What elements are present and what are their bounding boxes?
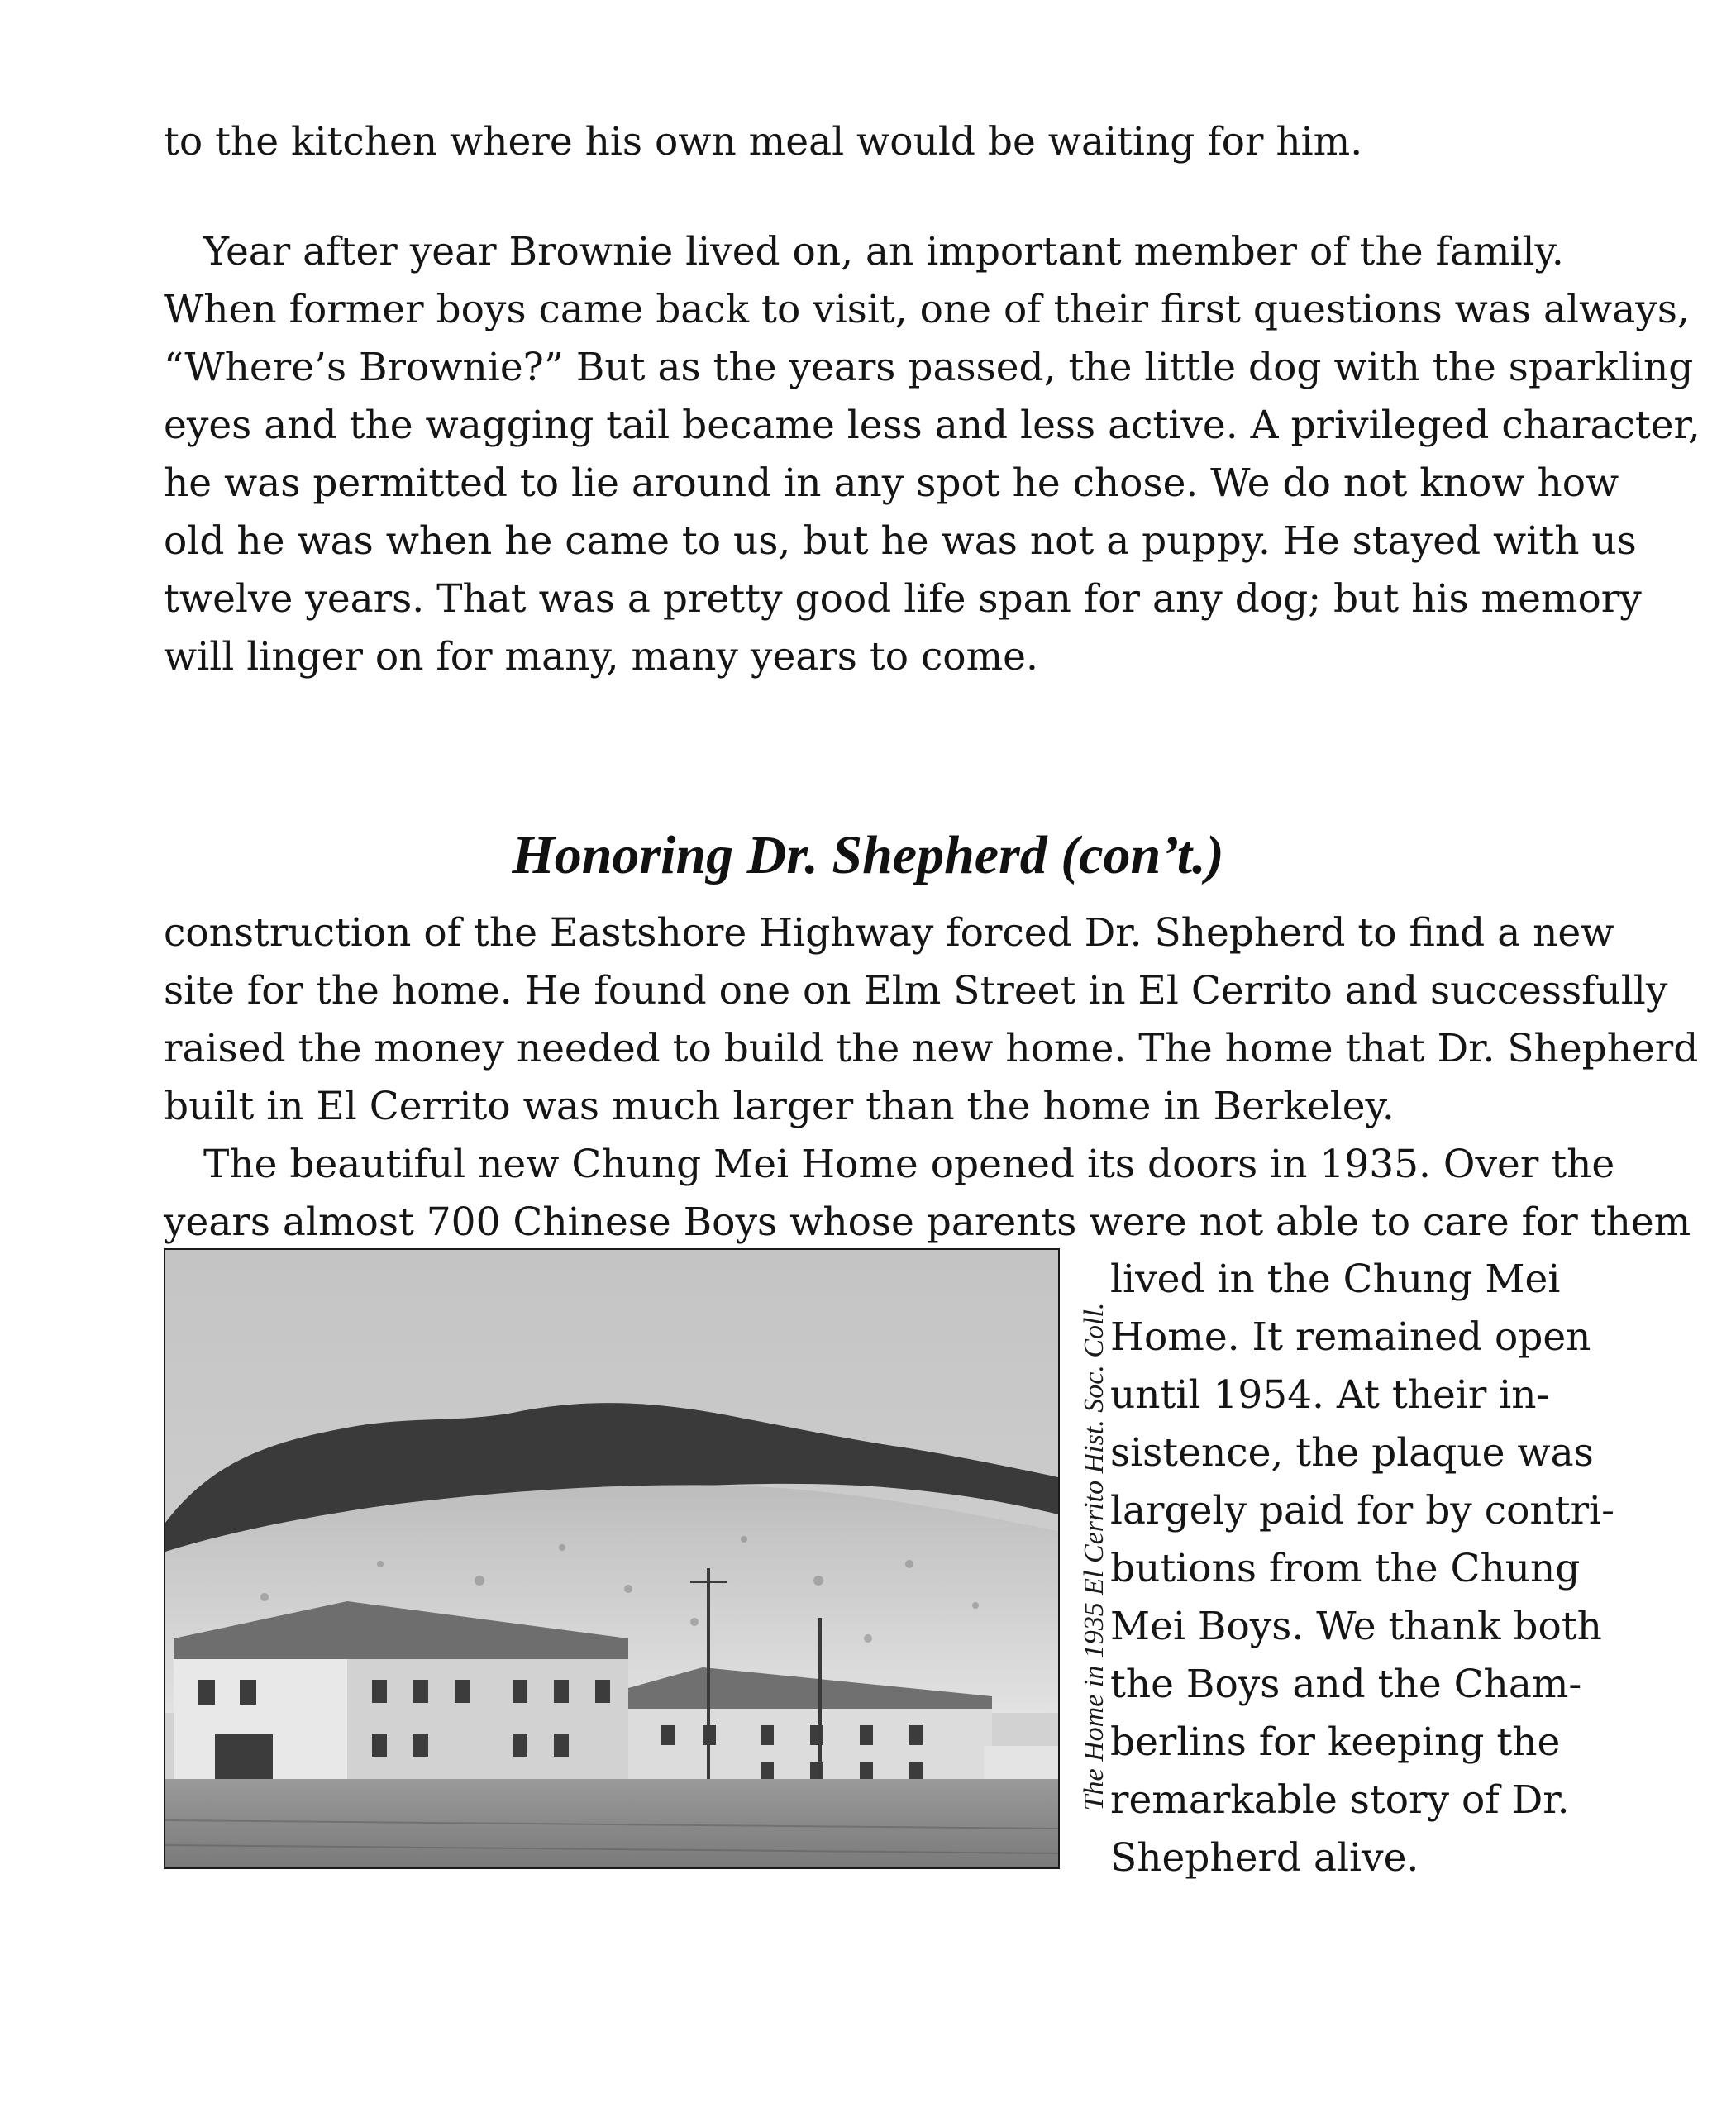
column-line: sistence, the plaque was	[1110, 1430, 1594, 1476]
column-line: lived in the Chung Mei	[1110, 1257, 1561, 1302]
paragraph-line: twelve years. That was a pretty good life span for any dog; but his memory	[164, 576, 1642, 622]
paragraph-line: eyes and the wagging tail became less and less active. A privileged character,	[164, 403, 1700, 448]
photo-caption: The Home in 1935 El Cerrito Hist. Soc. Coll.	[1079, 1302, 1109, 1811]
story-closing-line: to the kitchen where his own meal would be waiting for him.	[164, 119, 1363, 165]
paragraph-line: Year after year Brownie lived on, an important member of the family.	[203, 229, 1564, 274]
historic-photo-chung-mei-home	[164, 1248, 1060, 1869]
article-line: years almost 700 Chinese Boys whose parents were not able to care for them	[164, 1199, 1691, 1245]
column-line: Shepherd alive.	[1110, 1835, 1419, 1881]
article-line: raised the money needed to build the new home. The home that Dr. Shepherd	[164, 1026, 1699, 1071]
section-heading: Honoring Dr. Shepherd (con’t.)	[512, 825, 1224, 885]
column-line: butions from the Chung	[1110, 1546, 1581, 1591]
column-line: remarkable story of Dr.	[1110, 1777, 1570, 1823]
photo-illustration	[165, 1250, 1058, 1867]
article-line: The beautiful new Chung Mei Home opened its doors in 1935. Over the	[203, 1142, 1615, 1187]
article-line: site for the home. He found one on Elm Street in El Cerrito and successfully	[164, 968, 1668, 1013]
paragraph-line: will linger on for many, many years to come.	[164, 634, 1038, 680]
column-line: Mei Boys. We thank both	[1110, 1604, 1602, 1649]
paragraph-line: “Where’s Brownie?” But as the years passed, the little dog with the sparkling	[164, 345, 1694, 390]
paragraph-line: When former boys came back to visit, one of their first questions was always,	[164, 287, 1690, 332]
column-line: the Boys and the Cham-	[1110, 1662, 1582, 1707]
column-line: Home. It remained open	[1110, 1314, 1591, 1360]
column-line: berlins for keeping the	[1110, 1719, 1561, 1765]
column-line: largely paid for by contri-	[1110, 1488, 1614, 1533]
paragraph-line: he was permitted to lie around in any spot he chose. We do not know how	[164, 460, 1619, 506]
paragraph-line: old he was when he came to us, but he was not a puppy. He stayed with us	[164, 518, 1637, 564]
column-line: until 1954. At their in-	[1110, 1372, 1550, 1418]
article-line: construction of the Eastshore Highway forced Dr. Shepherd to find a new	[164, 910, 1614, 956]
article-line: built in El Cerrito was much larger than the home in Berkeley.	[164, 1084, 1395, 1129]
